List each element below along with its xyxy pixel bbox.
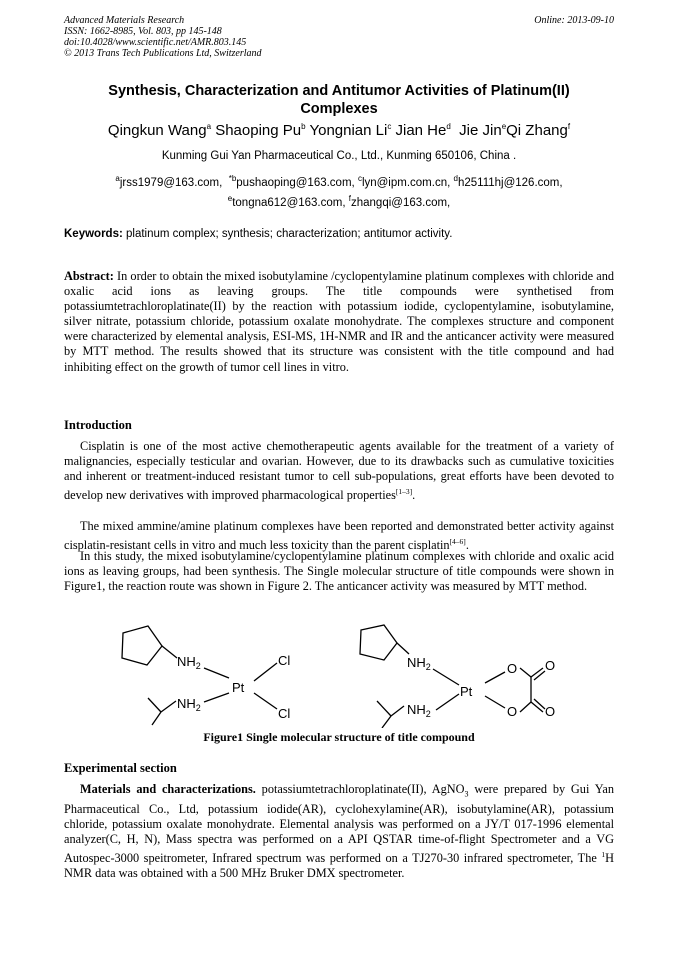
keywords [64,228,614,240]
email-sup: d [453,174,458,183]
atom-label: O [545,658,556,673]
bond [397,643,409,654]
bond [485,672,505,683]
cyclopentyl-ring-right [360,625,397,660]
author-sup: d [446,122,451,131]
atom-label: Pt [460,684,473,699]
copyright-line: © 2013 Trans Tech Publications Ltd, Switzerland [64,48,262,59]
author-name: Shaoping Pu [215,122,302,139]
period: . [465,538,469,553]
doi-line: doi:10.4028/www.scientific.net/AMR.803.145 [64,37,247,48]
bond [377,701,391,716]
superscript: 1 [601,849,606,859]
title-line-2: Complexes [300,101,378,117]
bond [254,663,277,681]
author-name: Qingkun Wang [107,122,207,139]
atom-label: $NH_2$ [407,655,431,672]
intro-p2-text: The mixed ammine/amine platinum complexes have been reported and demonstrated better activity against cisplatin-resistant cells in vitro and much less toxicity than the parent cisplatin [64,519,614,553]
bond [433,669,459,685]
bond [485,696,505,708]
materials-text: were prepared by Gui Yan Pharmaceutical Co., Ltd, potassium iodide(AR), cyclohexylamine(AR), isobutylamine(AR), potassium chloride, potassium oxalate monohydrate. Elemental analysis was performed on a JY/T 017-1996 elemental analyzer(C, H, N), Mass spectra was performed on a API QSTAR time-of-flight Spectrometer and a VG Autospec-3000 speitrometer, Infrared spectrum was performed on a TJ270-30 infrared spectrometer, The [64,782,614,865]
materials-text: H NMR data was obtained with a 500 MHz Bruker DMX spectrometer. [64,850,614,881]
bond [162,646,177,658]
section-heading-experimental: Experimental section [64,761,177,775]
email-f[interactable]: zhangqi@163.com, [350,196,451,209]
title-line-1: Synthesis, Characterization and Antitumor Activities of Platinum(II) [108,83,570,99]
email-list [64,171,614,211]
citation[interactable]: [1–3] [395,487,413,497]
atom-label: $NH_2$ [177,654,201,671]
atom-label: O [507,661,518,676]
bond [254,693,277,709]
email-sup: *b [228,174,237,183]
author-sup: f [567,122,571,131]
email-sup: f [348,193,351,203]
author-sup: c [387,122,392,131]
citation[interactable]: [4–6] [449,537,466,547]
atom-label: O [507,704,518,719]
section-heading-introduction: Introduction [64,418,132,432]
keywords-text: platinum complex; synthesis; characterization; antitumor activity. [122,228,453,240]
bond [382,716,391,728]
materials-paragraph [64,782,614,881]
email-b[interactable]: pushaoping@163.com, [236,176,355,189]
bond [161,701,176,712]
double-bond [531,668,543,677]
subscript: 3 [464,789,469,799]
period: . [412,488,416,503]
keywords-label: Keywords: [64,228,123,240]
email-sup: a [115,174,120,183]
affiliation: Kunming Gui Yan Pharmaceutical Co., Ltd., Kunming 650106, China . [161,150,517,162]
figure-1-structures [64,616,614,728]
bond [152,712,161,725]
journal-name: Advanced Materials Research [64,15,185,26]
bond [204,668,229,678]
intro-paragraph-1 [64,439,614,503]
paper-title [64,82,614,118]
intro-p3-text: In this study, the mixed isobutylamine/cyclopentylamine platinum complexes with chloride and oxalic acid ions as leaving groups, had been synthesis. The Single molecular structure of title compounds were shown in Figure1, the reaction route was shown in Figure 2. The anticancer activity was measured by MTT method. [64,549,614,594]
online-date: Online: 2013-09-10 [534,15,614,26]
author-sup: a [206,122,212,131]
abstract-text: In order to obtain the mixed isobutylamine /cyclopentylamine platinum complexes with chloride and oxalic acid ions as leaving groups. The title compounds were synthetised from potassiumtetrachloroplatinate(II) by the reaction with potassium iodide, cyclopentylamine, isobutylamine, silver nitrate, potassium chloride, potassium oxalate monohydrate. The complexes structure and component were characterized by elemental analysis, ESI-MS, 1H-NMR and IR and the anticancer activity were measured by MTT method. The results showed that its structure was consistent with the title compound and had inhibiting effect on the growth of tumor cell lines in vitro. [64,269,614,374]
author-list [64,122,614,139]
author-name: Qi Zhang [506,122,568,139]
bond [148,698,161,712]
author-name: Jie Jin [459,122,502,139]
atom-label: Cl [278,706,291,721]
email-d[interactable]: h25111hj@126.com, [457,176,563,189]
bond [436,694,459,710]
atom-label: Cl [278,653,291,668]
abstract [64,269,614,375]
materials-text: potassiumtetrachloroplatinate(II), AgNO [255,782,465,796]
double-bond [534,699,545,709]
email-c[interactable]: lyn@ipm.com.cn, [361,176,451,189]
issn-line: ISSN: 1662-8985, Vol. 803, pp 145-148 [64,26,222,37]
bond [520,668,531,677]
author-name: Jian He [395,122,447,139]
journal-header [64,15,262,59]
email-sup: c [357,174,362,183]
figure-caption: Figure1 Single molecular structure of title compound [203,730,475,744]
double-bond [534,671,545,680]
author-sup: e [501,122,507,131]
bond [391,706,404,716]
bond [204,693,229,702]
author-sup: b [301,122,306,131]
author-name: Yongnian Li [309,122,388,139]
abstract-label: Abstract: [64,269,114,283]
intro-p1-text: Cisplatin is one of the most active chemotherapeutic agents available for the treatment of a variety of malignancies, especially testicular and ovarian. However, due to its drawbacks such as cumulative toxicities and inherent or treatment-induced resistant tumor to cell sub-populations, great efforts have been devoted to develop new derivatives with improved pharmacological properties [64,439,614,503]
bond [520,702,531,712]
email-e[interactable]: tongna612@163.com, [232,196,346,209]
atom-label: $NH_2$ [407,702,431,719]
atom-label: Pt [232,680,245,695]
intro-paragraph-3 [64,549,614,594]
materials-label: Materials and characterizations. [80,782,256,796]
atom-label: $NH_2$ [177,696,201,713]
email-a[interactable]: jrss1979@163.com, [119,176,223,189]
cyclopentyl-ring-left [122,626,162,665]
email-sup: e [227,193,233,203]
double-bond [531,702,543,712]
atom-label: O [545,704,556,719]
